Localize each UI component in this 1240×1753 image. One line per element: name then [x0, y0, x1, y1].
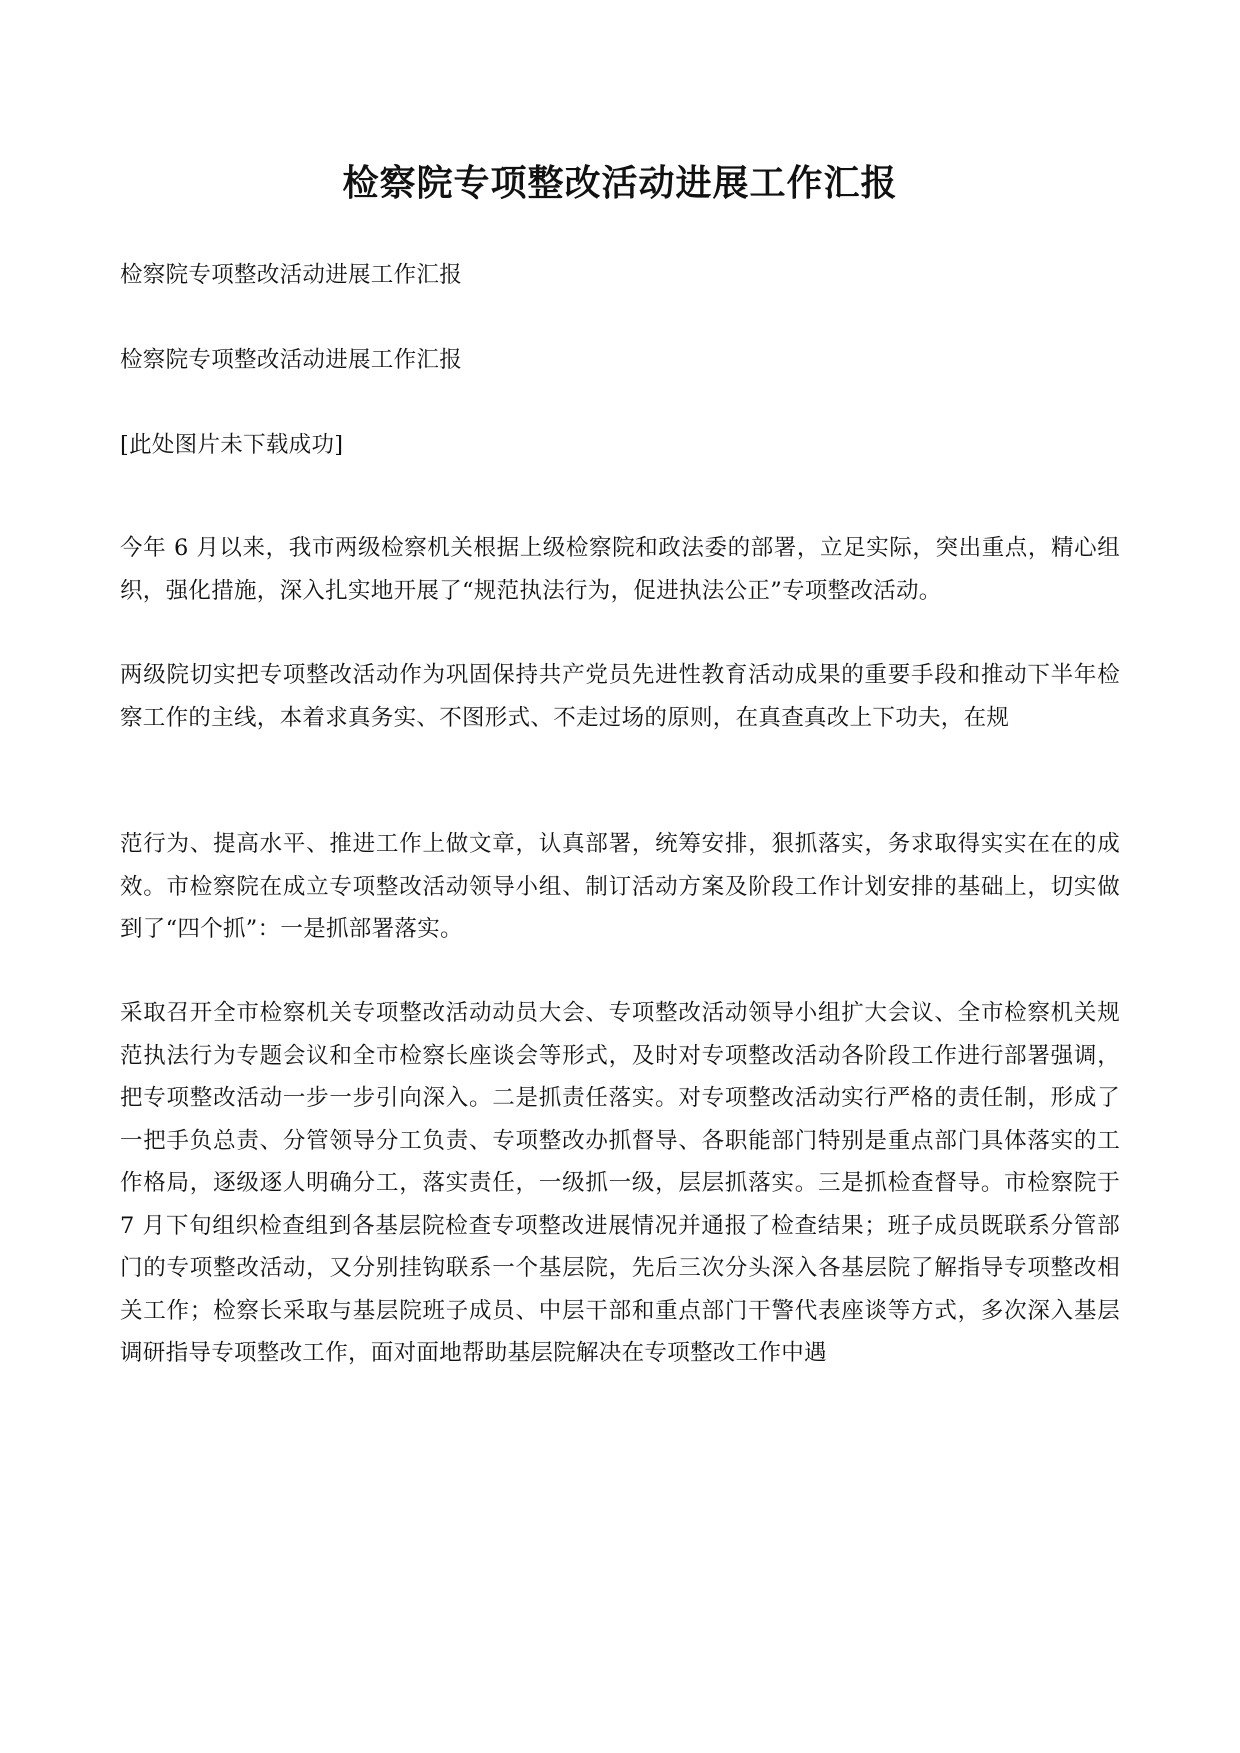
image-placeholder-text: [此处图片未下载成功]	[120, 432, 344, 458]
paragraph-measures: 采取召开全市检察机关专项整改活动动员大会、专项整改活动领导小组扩大会议、全市检察机关规范执法行为专题会议和全市检察长座谈会等形式，及时对专项整改活动各阶段工作进行部署强调，把专项整改活动一步一步引向深入。二是抓责任落实。对专项整改活动实行严格的责任制，形成了一把手负总责、分管领导分工负责、专项整改办抓督导、各职能部门特别是重点部门具体落实的工作格局，逐级逐人明确分工，落实责任，一级抓一级，层层抓落实。三是抓检查督导。市检察院于 7 月下旬组织检查组到各基层院检查专项整改进展情况并通报了检查结果；班子成员既联系分管部门的专项整改活动，又分别挂钩联系一个基层院，先后三次分头深入各基层院了解指导专项整改相关工作；检察长采取与基层院班子成员、中层干部和重点部门干警代表座谈等方式，多次深入基层调研指导专项整改工作，面对面地帮助基层院解决在专项整改工作中遇	[120, 1000, 1120, 1366]
document-title: 检察院专项整改活动进展工作汇报	[342, 162, 898, 204]
paragraph-four-grasps: 范行为、提高水平、推进工作上做文章，认真部署，统筹安排，狠抓落实，务求取得实实在在的成效。市检察院在成立专项整改活动领导小组、制订活动方案及阶段工作计划安排的基础上，切实做到了“四个抓”：一是抓部署落实。	[120, 831, 1120, 942]
paragraph-two-levels: 两级院切实把专项整改活动作为巩固保持共产党员先进性教育活动成果的重要手段和推动下半年检察工作的主线，本着求真务实、不图形式、不走过场的原则，在真查真改上下功夫，在规	[120, 662, 1120, 731]
paragraph-subtitle-2: 检察院专项整改活动进展工作汇报	[120, 347, 463, 373]
paragraph-subtitle-1: 检察院专项整改活动进展工作汇报	[120, 262, 463, 288]
paragraph-intro: 今年 6 月以来，我市两级检察机关根据上级检察院和政法委的部署，立足实际，突出重点，精心组织，强化措施，深入扎实地开展了“规范执法行为，促进执法公正”专项整改活动。	[120, 535, 1120, 604]
